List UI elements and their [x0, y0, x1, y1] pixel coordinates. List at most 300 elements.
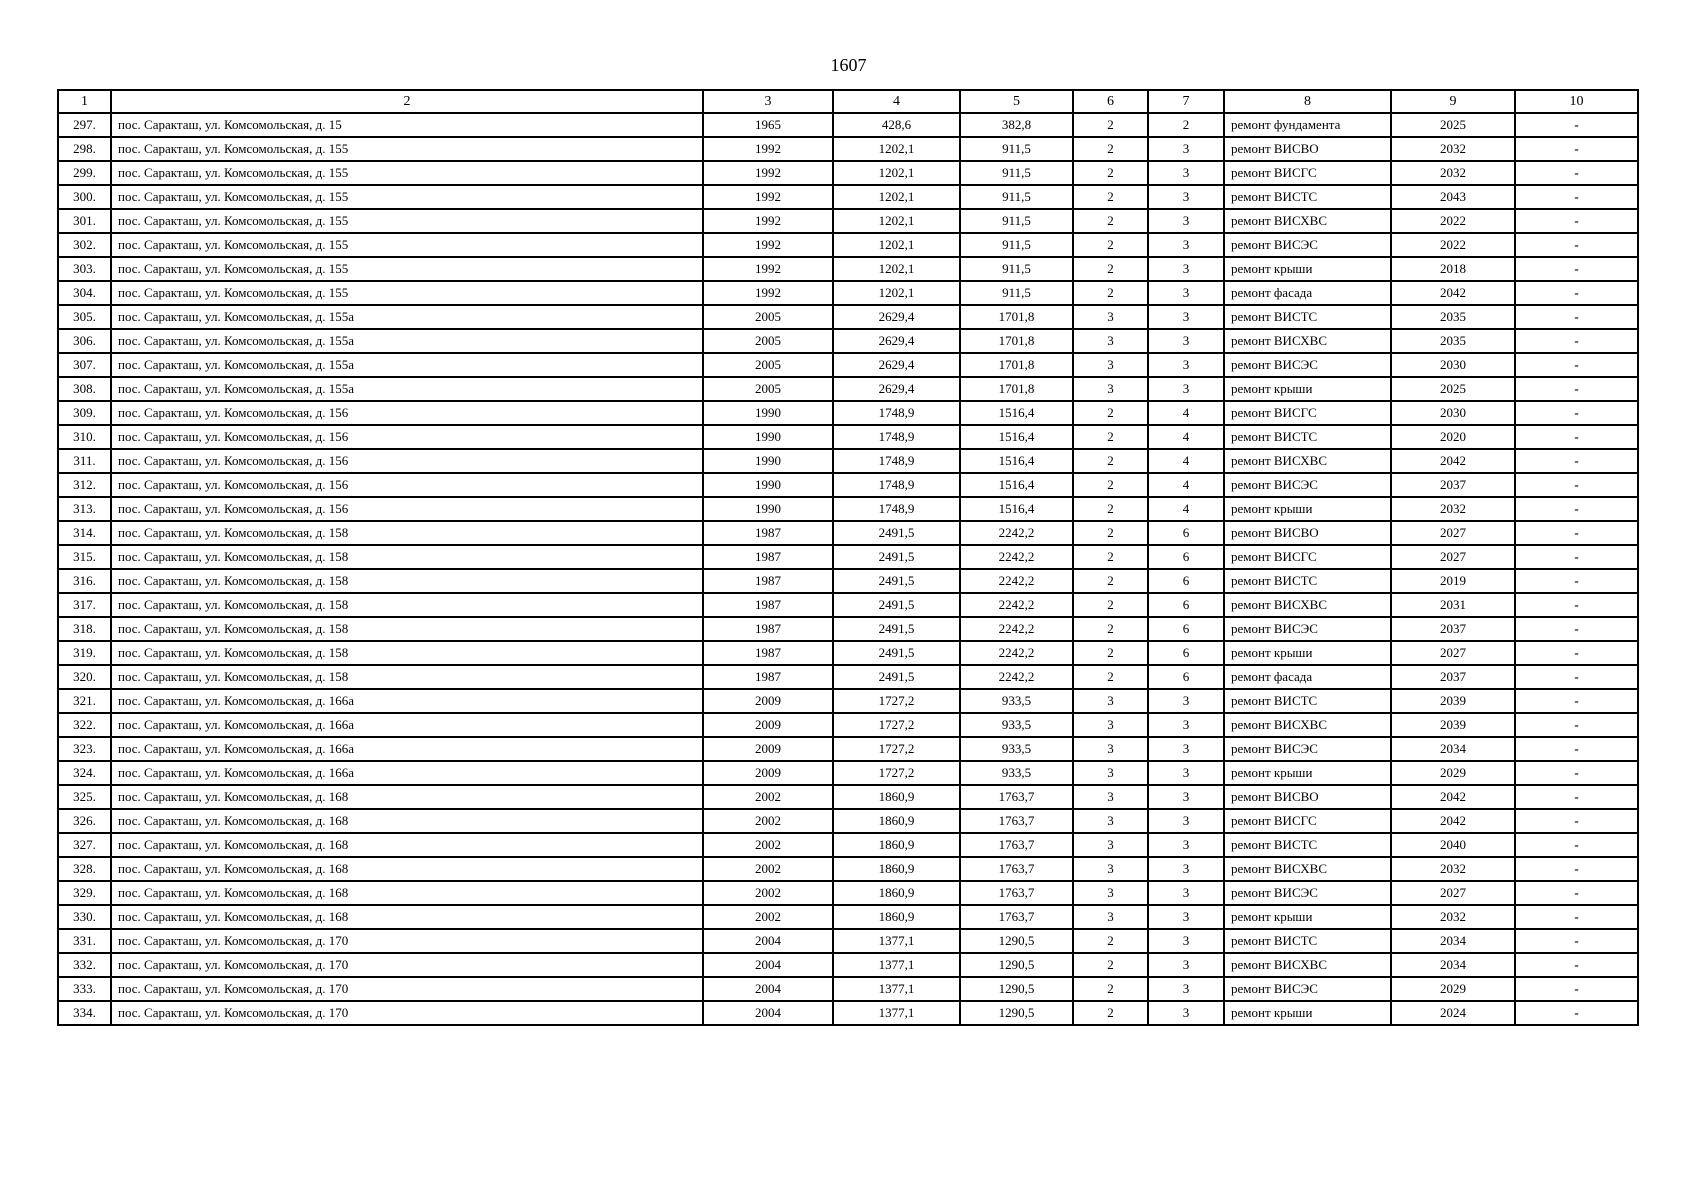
column-header-7: 7	[1148, 90, 1224, 113]
total-area-cell: 1202,1	[833, 281, 960, 305]
column-header-1: 1	[58, 90, 111, 113]
floors-cell: 2	[1073, 977, 1148, 1001]
address-cell: пос. Саракташ, ул. Комсомольская, д. 155	[111, 185, 703, 209]
note-cell: -	[1515, 161, 1638, 185]
row-number-cell: 298.	[58, 137, 111, 161]
work-type-cell: ремонт ВИСВО	[1224, 137, 1391, 161]
row-number-cell: 300.	[58, 185, 111, 209]
column-header-2: 2	[111, 90, 703, 113]
address-cell: пос. Саракташ, ул. Комсомольская, д. 170	[111, 953, 703, 977]
living-area-cell: 2242,2	[960, 593, 1073, 617]
total-area-cell: 1727,2	[833, 689, 960, 713]
entrances-cell: 3	[1148, 737, 1224, 761]
note-cell: -	[1515, 137, 1638, 161]
total-area-cell: 2491,5	[833, 665, 960, 689]
row-number-cell: 324.	[58, 761, 111, 785]
table-row	[58, 665, 1638, 689]
entrances-cell: 4	[1148, 473, 1224, 497]
planned-year-cell: 2020	[1391, 425, 1515, 449]
address-cell: пос. Саракташ, ул. Комсомольская, д. 170	[111, 977, 703, 1001]
table-row	[58, 953, 1638, 977]
year-built-cell: 2005	[703, 329, 833, 353]
living-area-cell: 2242,2	[960, 545, 1073, 569]
planned-year-cell: 2037	[1391, 617, 1515, 641]
work-type-cell: ремонт крыши	[1224, 497, 1391, 521]
year-built-cell: 2002	[703, 881, 833, 905]
address-cell: пос. Саракташ, ул. Комсомольская, д. 158	[111, 593, 703, 617]
entrances-cell: 6	[1148, 593, 1224, 617]
living-area-cell: 1763,7	[960, 833, 1073, 857]
work-type-cell: ремонт фасада	[1224, 665, 1391, 689]
living-area-cell: 1290,5	[960, 953, 1073, 977]
note-cell: -	[1515, 641, 1638, 665]
floors-cell: 3	[1073, 353, 1148, 377]
note-cell: -	[1515, 593, 1638, 617]
planned-year-cell: 2032	[1391, 137, 1515, 161]
entrances-cell: 3	[1148, 857, 1224, 881]
floors-cell: 2	[1073, 569, 1148, 593]
year-built-cell: 1992	[703, 137, 833, 161]
total-area-cell: 1377,1	[833, 929, 960, 953]
entrances-cell: 6	[1148, 569, 1224, 593]
row-number-cell: 297.	[58, 113, 111, 137]
year-built-cell: 2009	[703, 689, 833, 713]
work-type-cell: ремонт ВИСХВС	[1224, 329, 1391, 353]
total-area-cell: 1377,1	[833, 1001, 960, 1025]
work-type-cell: ремонт ВИСТС	[1224, 305, 1391, 329]
year-built-cell: 2005	[703, 305, 833, 329]
planned-year-cell: 2027	[1391, 545, 1515, 569]
total-area-cell: 1727,2	[833, 761, 960, 785]
work-type-cell: ремонт ВИСХВС	[1224, 449, 1391, 473]
table-row	[58, 977, 1638, 1001]
living-area-cell: 1290,5	[960, 977, 1073, 1001]
living-area-cell: 911,5	[960, 161, 1073, 185]
table-row	[58, 425, 1638, 449]
table-row	[58, 161, 1638, 185]
year-built-cell: 2004	[703, 929, 833, 953]
floors-cell: 2	[1073, 185, 1148, 209]
note-cell: -	[1515, 761, 1638, 785]
note-cell: -	[1515, 1001, 1638, 1025]
floors-cell: 3	[1073, 785, 1148, 809]
entrances-cell: 3	[1148, 137, 1224, 161]
year-built-cell: 1990	[703, 425, 833, 449]
floors-cell: 2	[1073, 137, 1148, 161]
total-area-cell: 2629,4	[833, 353, 960, 377]
note-cell: -	[1515, 329, 1638, 353]
floors-cell: 3	[1073, 329, 1148, 353]
floors-cell: 3	[1073, 689, 1148, 713]
planned-year-cell: 2035	[1391, 305, 1515, 329]
note-cell: -	[1515, 737, 1638, 761]
year-built-cell: 1992	[703, 257, 833, 281]
table-row	[58, 257, 1638, 281]
total-area-cell: 1377,1	[833, 953, 960, 977]
table-row	[58, 737, 1638, 761]
address-cell: пос. Саракташ, ул. Комсомольская, д. 170	[111, 1001, 703, 1025]
floors-cell: 3	[1073, 881, 1148, 905]
row-number-cell: 323.	[58, 737, 111, 761]
address-cell: пос. Саракташ, ул. Комсомольская, д. 168	[111, 857, 703, 881]
living-area-cell: 933,5	[960, 737, 1073, 761]
total-area-cell: 1860,9	[833, 785, 960, 809]
entrances-cell: 3	[1148, 881, 1224, 905]
total-area-cell: 428,6	[833, 113, 960, 137]
note-cell: -	[1515, 425, 1638, 449]
living-area-cell: 2242,2	[960, 641, 1073, 665]
row-number-cell: 316.	[58, 569, 111, 593]
column-header-6: 6	[1073, 90, 1148, 113]
table-row	[58, 377, 1638, 401]
year-built-cell: 2009	[703, 761, 833, 785]
address-cell: пос. Саракташ, ул. Комсомольская, д. 166а	[111, 761, 703, 785]
row-number-cell: 320.	[58, 665, 111, 689]
work-type-cell: ремонт ВИСТС	[1224, 929, 1391, 953]
floors-cell: 2	[1073, 257, 1148, 281]
living-area-cell: 1516,4	[960, 497, 1073, 521]
row-number-cell: 299.	[58, 161, 111, 185]
table-row	[58, 449, 1638, 473]
living-area-cell: 1763,7	[960, 905, 1073, 929]
address-cell: пос. Саракташ, ул. Комсомольская, д. 158	[111, 641, 703, 665]
row-number-cell: 309.	[58, 401, 111, 425]
address-cell: пос. Саракташ, ул. Комсомольская, д. 158	[111, 521, 703, 545]
work-type-cell: ремонт ВИСВО	[1224, 521, 1391, 545]
note-cell: -	[1515, 305, 1638, 329]
living-area-cell: 382,8	[960, 113, 1073, 137]
floors-cell: 2	[1073, 929, 1148, 953]
table-row	[58, 809, 1638, 833]
work-type-cell: ремонт крыши	[1224, 905, 1391, 929]
total-area-cell: 1860,9	[833, 857, 960, 881]
work-type-cell: ремонт ВИСХВС	[1224, 593, 1391, 617]
total-area-cell: 1377,1	[833, 977, 960, 1001]
note-cell: -	[1515, 449, 1638, 473]
entrances-cell: 3	[1148, 281, 1224, 305]
work-type-cell: ремонт ВИСЭС	[1224, 737, 1391, 761]
floors-cell: 3	[1073, 857, 1148, 881]
year-built-cell: 1987	[703, 569, 833, 593]
row-number-cell: 319.	[58, 641, 111, 665]
work-type-cell: ремонт крыши	[1224, 377, 1391, 401]
column-header-4: 4	[833, 90, 960, 113]
entrances-cell: 3	[1148, 977, 1224, 1001]
row-number-cell: 302.	[58, 233, 111, 257]
entrances-cell: 3	[1148, 953, 1224, 977]
address-cell: пос. Саракташ, ул. Комсомольская, д. 158	[111, 617, 703, 641]
address-cell: пос. Саракташ, ул. Комсомольская, д. 168	[111, 905, 703, 929]
year-built-cell: 2009	[703, 737, 833, 761]
planned-year-cell: 2039	[1391, 713, 1515, 737]
table-row	[58, 185, 1638, 209]
floors-cell: 3	[1073, 761, 1148, 785]
address-cell: пос. Саракташ, ул. Комсомольская, д. 168	[111, 881, 703, 905]
year-built-cell: 2002	[703, 833, 833, 857]
address-cell: пос. Саракташ, ул. Комсомольская, д. 155	[111, 137, 703, 161]
row-number-cell: 321.	[58, 689, 111, 713]
table-row	[58, 401, 1638, 425]
row-number-cell: 314.	[58, 521, 111, 545]
living-area-cell: 911,5	[960, 137, 1073, 161]
floors-cell: 2	[1073, 161, 1148, 185]
note-cell: -	[1515, 833, 1638, 857]
row-number-cell: 307.	[58, 353, 111, 377]
table-row	[58, 497, 1638, 521]
table-row	[58, 857, 1638, 881]
total-area-cell: 2629,4	[833, 305, 960, 329]
floors-cell: 2	[1073, 281, 1148, 305]
floors-cell: 3	[1073, 713, 1148, 737]
total-area-cell: 1748,9	[833, 425, 960, 449]
note-cell: -	[1515, 377, 1638, 401]
row-number-cell: 317.	[58, 593, 111, 617]
total-area-cell: 1748,9	[833, 473, 960, 497]
year-built-cell: 2005	[703, 353, 833, 377]
planned-year-cell: 2042	[1391, 449, 1515, 473]
table-row	[58, 689, 1638, 713]
row-number-cell: 311.	[58, 449, 111, 473]
work-type-cell: ремонт крыши	[1224, 1001, 1391, 1025]
year-built-cell: 2002	[703, 809, 833, 833]
entrances-cell: 6	[1148, 521, 1224, 545]
entrances-cell: 3	[1148, 785, 1224, 809]
address-cell: пос. Саракташ, ул. Комсомольская, д. 156	[111, 449, 703, 473]
note-cell: -	[1515, 905, 1638, 929]
floors-cell: 2	[1073, 521, 1148, 545]
year-built-cell: 2002	[703, 785, 833, 809]
work-type-cell: ремонт ВИСГС	[1224, 809, 1391, 833]
living-area-cell: 1701,8	[960, 377, 1073, 401]
note-cell: -	[1515, 665, 1638, 689]
entrances-cell: 4	[1148, 449, 1224, 473]
address-cell: пос. Саракташ, ул. Комсомольская, д. 168	[111, 785, 703, 809]
year-built-cell: 2004	[703, 953, 833, 977]
total-area-cell: 2629,4	[833, 329, 960, 353]
planned-year-cell: 2034	[1391, 953, 1515, 977]
address-cell: пос. Саракташ, ул. Комсомольская, д. 156	[111, 401, 703, 425]
table-row	[58, 329, 1638, 353]
entrances-cell: 3	[1148, 761, 1224, 785]
floors-cell: 2	[1073, 1001, 1148, 1025]
note-cell: -	[1515, 617, 1638, 641]
year-built-cell: 1990	[703, 401, 833, 425]
planned-year-cell: 2035	[1391, 329, 1515, 353]
note-cell: -	[1515, 689, 1638, 713]
living-area-cell: 1763,7	[960, 809, 1073, 833]
table-row	[58, 713, 1638, 737]
planned-year-cell: 2031	[1391, 593, 1515, 617]
year-built-cell: 1987	[703, 521, 833, 545]
year-built-cell: 2002	[703, 857, 833, 881]
planned-year-cell: 2018	[1391, 257, 1515, 281]
living-area-cell: 2242,2	[960, 665, 1073, 689]
address-cell: пос. Саракташ, ул. Комсомольская, д. 156	[111, 473, 703, 497]
row-number-cell: 306.	[58, 329, 111, 353]
note-cell: -	[1515, 473, 1638, 497]
year-built-cell: 1987	[703, 545, 833, 569]
total-area-cell: 1860,9	[833, 881, 960, 905]
work-type-cell: ремонт ВИСХВС	[1224, 713, 1391, 737]
address-cell: пос. Саракташ, ул. Комсомольская, д. 155	[111, 161, 703, 185]
year-built-cell: 1992	[703, 233, 833, 257]
row-number-cell: 308.	[58, 377, 111, 401]
work-type-cell: ремонт фасада	[1224, 281, 1391, 305]
address-cell: пос. Саракташ, ул. Комсомольская, д. 155а	[111, 329, 703, 353]
address-cell: пос. Саракташ, ул. Комсомольская, д. 15	[111, 113, 703, 137]
living-area-cell: 1290,5	[960, 1001, 1073, 1025]
note-cell: -	[1515, 953, 1638, 977]
entrances-cell: 6	[1148, 665, 1224, 689]
repair-schedule-table	[57, 89, 1639, 1026]
work-type-cell: ремонт крыши	[1224, 257, 1391, 281]
note-cell: -	[1515, 809, 1638, 833]
address-cell: пос. Саракташ, ул. Комсомольская, д. 168	[111, 809, 703, 833]
living-area-cell: 1516,4	[960, 473, 1073, 497]
row-number-cell: 332.	[58, 953, 111, 977]
column-header-3: 3	[703, 90, 833, 113]
row-number-cell: 304.	[58, 281, 111, 305]
planned-year-cell: 2042	[1391, 281, 1515, 305]
living-area-cell: 1701,8	[960, 329, 1073, 353]
column-header-10: 10	[1515, 90, 1638, 113]
floors-cell: 2	[1073, 113, 1148, 137]
entrances-cell: 3	[1148, 809, 1224, 833]
planned-year-cell: 2037	[1391, 665, 1515, 689]
row-number-cell: 313.	[58, 497, 111, 521]
total-area-cell: 2491,5	[833, 641, 960, 665]
planned-year-cell: 2037	[1391, 473, 1515, 497]
work-type-cell: ремонт ВИСЭС	[1224, 977, 1391, 1001]
work-type-cell: ремонт ВИСГС	[1224, 545, 1391, 569]
total-area-cell: 2491,5	[833, 521, 960, 545]
table-row	[58, 305, 1638, 329]
table-row	[58, 929, 1638, 953]
floors-cell: 3	[1073, 809, 1148, 833]
entrances-cell: 3	[1148, 209, 1224, 233]
year-built-cell: 2002	[703, 905, 833, 929]
work-type-cell: ремонт крыши	[1224, 761, 1391, 785]
table-row	[58, 593, 1638, 617]
living-area-cell: 911,5	[960, 233, 1073, 257]
work-type-cell: ремонт ВИСХВС	[1224, 857, 1391, 881]
entrances-cell: 3	[1148, 1001, 1224, 1025]
floors-cell: 3	[1073, 833, 1148, 857]
note-cell: -	[1515, 209, 1638, 233]
floors-cell: 2	[1073, 497, 1148, 521]
work-type-cell: ремонт фундамента	[1224, 113, 1391, 137]
total-area-cell: 1748,9	[833, 497, 960, 521]
address-cell: пос. Саракташ, ул. Комсомольская, д. 170	[111, 929, 703, 953]
row-number-cell: 315.	[58, 545, 111, 569]
table-row	[58, 761, 1638, 785]
living-area-cell: 911,5	[960, 209, 1073, 233]
entrances-cell: 6	[1148, 617, 1224, 641]
living-area-cell: 1516,4	[960, 401, 1073, 425]
note-cell: -	[1515, 257, 1638, 281]
work-type-cell: ремонт ВИСТС	[1224, 425, 1391, 449]
address-cell: пос. Саракташ, ул. Комсомольская, д. 158	[111, 545, 703, 569]
address-cell: пос. Саракташ, ул. Комсомольская, д. 166а	[111, 737, 703, 761]
address-cell: пос. Саракташ, ул. Комсомольская, д. 155	[111, 209, 703, 233]
page-number: 1607	[830, 55, 867, 75]
row-number-cell: 334.	[58, 1001, 111, 1025]
floors-cell: 3	[1073, 905, 1148, 929]
table-row	[58, 521, 1638, 545]
living-area-cell: 1701,8	[960, 353, 1073, 377]
note-cell: -	[1515, 521, 1638, 545]
planned-year-cell: 2025	[1391, 113, 1515, 137]
year-built-cell: 1987	[703, 593, 833, 617]
floors-cell: 3	[1073, 377, 1148, 401]
planned-year-cell: 2042	[1391, 809, 1515, 833]
floors-cell: 3	[1073, 737, 1148, 761]
entrances-cell: 6	[1148, 545, 1224, 569]
row-number-cell: 318.	[58, 617, 111, 641]
year-built-cell: 2005	[703, 377, 833, 401]
entrances-cell: 3	[1148, 833, 1224, 857]
row-number-cell: 328.	[58, 857, 111, 881]
entrances-cell: 3	[1148, 377, 1224, 401]
entrances-cell: 4	[1148, 401, 1224, 425]
entrances-cell: 3	[1148, 329, 1224, 353]
planned-year-cell: 2027	[1391, 521, 1515, 545]
living-area-cell: 911,5	[960, 185, 1073, 209]
table-row	[58, 545, 1638, 569]
floors-cell: 2	[1073, 473, 1148, 497]
living-area-cell: 1516,4	[960, 449, 1073, 473]
planned-year-cell: 2027	[1391, 641, 1515, 665]
header-row	[58, 90, 1638, 113]
note-cell: -	[1515, 281, 1638, 305]
total-area-cell: 1202,1	[833, 185, 960, 209]
work-type-cell: ремонт ВИСХВС	[1224, 953, 1391, 977]
planned-year-cell: 2039	[1391, 689, 1515, 713]
note-cell: -	[1515, 233, 1638, 257]
living-area-cell: 1763,7	[960, 881, 1073, 905]
entrances-cell: 3	[1148, 257, 1224, 281]
table-row	[58, 1001, 1638, 1025]
row-number-cell: 326.	[58, 809, 111, 833]
table-row	[58, 881, 1638, 905]
column-header-9: 9	[1391, 90, 1515, 113]
entrances-cell: 3	[1148, 689, 1224, 713]
living-area-cell: 911,5	[960, 281, 1073, 305]
work-type-cell: ремонт ВИСЭС	[1224, 473, 1391, 497]
column-header-8: 8	[1224, 90, 1391, 113]
floors-cell: 2	[1073, 233, 1148, 257]
living-area-cell: 1516,4	[960, 425, 1073, 449]
table-row	[58, 113, 1638, 137]
address-cell: пос. Саракташ, ул. Комсомольская, д. 158	[111, 569, 703, 593]
living-area-cell: 933,5	[960, 689, 1073, 713]
total-area-cell: 2491,5	[833, 617, 960, 641]
address-cell: пос. Саракташ, ул. Комсомольская, д. 166а	[111, 713, 703, 737]
work-type-cell: ремонт ВИСХВС	[1224, 209, 1391, 233]
living-area-cell: 933,5	[960, 713, 1073, 737]
note-cell: -	[1515, 353, 1638, 377]
floors-cell: 2	[1073, 617, 1148, 641]
table-row	[58, 905, 1638, 929]
row-number-cell: 301.	[58, 209, 111, 233]
entrances-cell: 3	[1148, 305, 1224, 329]
planned-year-cell: 2025	[1391, 377, 1515, 401]
table-body	[58, 113, 1638, 1025]
table-row	[58, 281, 1638, 305]
planned-year-cell: 2024	[1391, 1001, 1515, 1025]
planned-year-cell: 2030	[1391, 401, 1515, 425]
year-built-cell: 1992	[703, 185, 833, 209]
